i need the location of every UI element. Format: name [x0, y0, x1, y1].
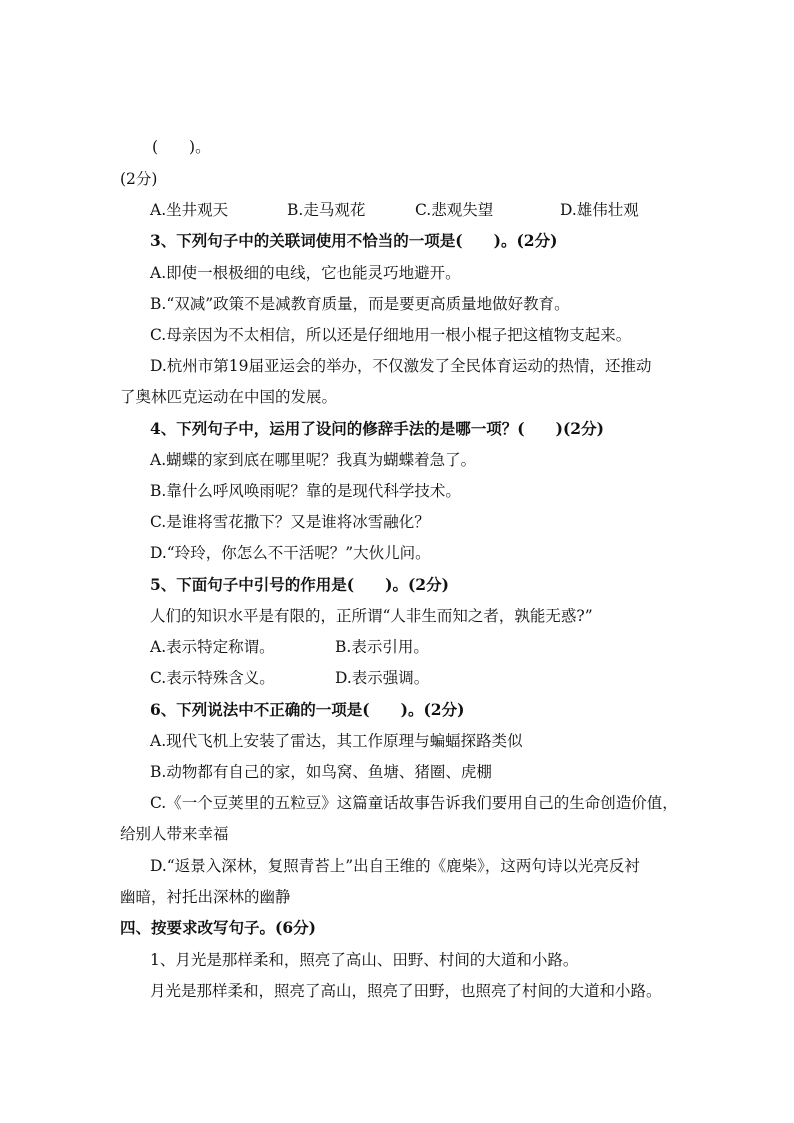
- q5-stem: 人们的知识水平是有限的，正所谓“人非生而知之者，孰能无惑?”: [150, 607, 593, 625]
- section-4-title: 四、按要求改写句子。(6分): [120, 918, 316, 937]
- q5-option-c: C.表示特殊含义。: [150, 669, 275, 687]
- q5-option-d: D.表示强调。: [335, 669, 430, 687]
- q2-option-d: D.雄伟壮观: [560, 201, 639, 219]
- q6-option-b: B.动物都有自己的家，如鸟窝、鱼塘、猪圈、虎棚: [150, 763, 492, 781]
- q2-option-c: C.悲观失望: [415, 201, 494, 219]
- q5-option-b: B.表示引用。: [335, 638, 429, 656]
- q4-option-d: D.“玲玲，你怎么不干活呢？”大伙儿问。: [150, 544, 431, 562]
- q3-title: 3、下列句子中的关联词使用不恰当的一项是( )。(2分): [150, 231, 558, 250]
- q3-option-d-line2: 了奥林匹克运动在中国的发展。: [120, 388, 338, 406]
- q6-option-d-line1: D.“返景入深林，复照青苔上”出自王维的《鹿柴》，这两句诗以光亮反衬: [150, 857, 640, 875]
- q6-title: 6、下列说法中不正确的一项是( )。(2分): [150, 700, 465, 719]
- q3-option-d-line1: D.杭州市第19届亚运会的举办，不仅激发了全民体育运动的热情，还推动: [150, 357, 652, 375]
- q2-option-a: A.坐井观天: [150, 201, 229, 219]
- section-4-item-1: 1、月光是那样柔和，照亮了高山、田野、村间的大道和小路。: [150, 951, 579, 969]
- q2-option-b: B.走马观花: [287, 201, 366, 219]
- q4-option-a: A.蝴蝶的家到底在哪里呢？我真为蝴蝶着急了。: [150, 451, 477, 469]
- answer-blank-line: ( )。: [152, 138, 211, 156]
- q3-option-c: C.母亲因为不太相信，所以还是仔细地用一根小棍子把这植物支起来。: [150, 326, 632, 344]
- section-4-item-1-example: 月光是那样柔和，照亮了高山，照亮了田野，也照亮了村间的大道和小路。: [150, 982, 662, 1000]
- q3-option-a: A.即使一根极细的电线，它也能灵巧地避开。: [150, 264, 461, 282]
- q6-option-a: A.现代飞机上安装了雷达，其工作原理与蝙蝠探路类似: [150, 732, 523, 750]
- q4-option-c: C.是谁将雪花撒下？又是谁将冰雪融化？: [150, 513, 430, 531]
- q6-option-c-line2: 给别人带来幸福: [120, 825, 229, 843]
- q6-option-c-line1: C.《一个豆荚里的五粒豆》这篇童话故事告诉我们要用自己的生命创造价值，: [150, 794, 678, 812]
- q5-option-a: A.表示特定称谓。: [150, 638, 275, 656]
- q4-option-b: B.靠什么呼风唤雨呢？靠的是现代科学技术。: [150, 482, 461, 500]
- score-note: (2分): [120, 170, 158, 188]
- q3-option-b: B.“双减”政策不是减教育质量，而是要更高质量地做好教育。: [150, 295, 570, 313]
- q4-title: 4、下列句子中，运用了设问的修辞手法的是哪一项？( )(2分): [150, 419, 604, 438]
- q5-title: 5、下面句子中引号的作用是( )。(2分): [150, 575, 449, 594]
- q6-option-d-line2: 幽暗，衬托出深林的幽静: [120, 888, 291, 906]
